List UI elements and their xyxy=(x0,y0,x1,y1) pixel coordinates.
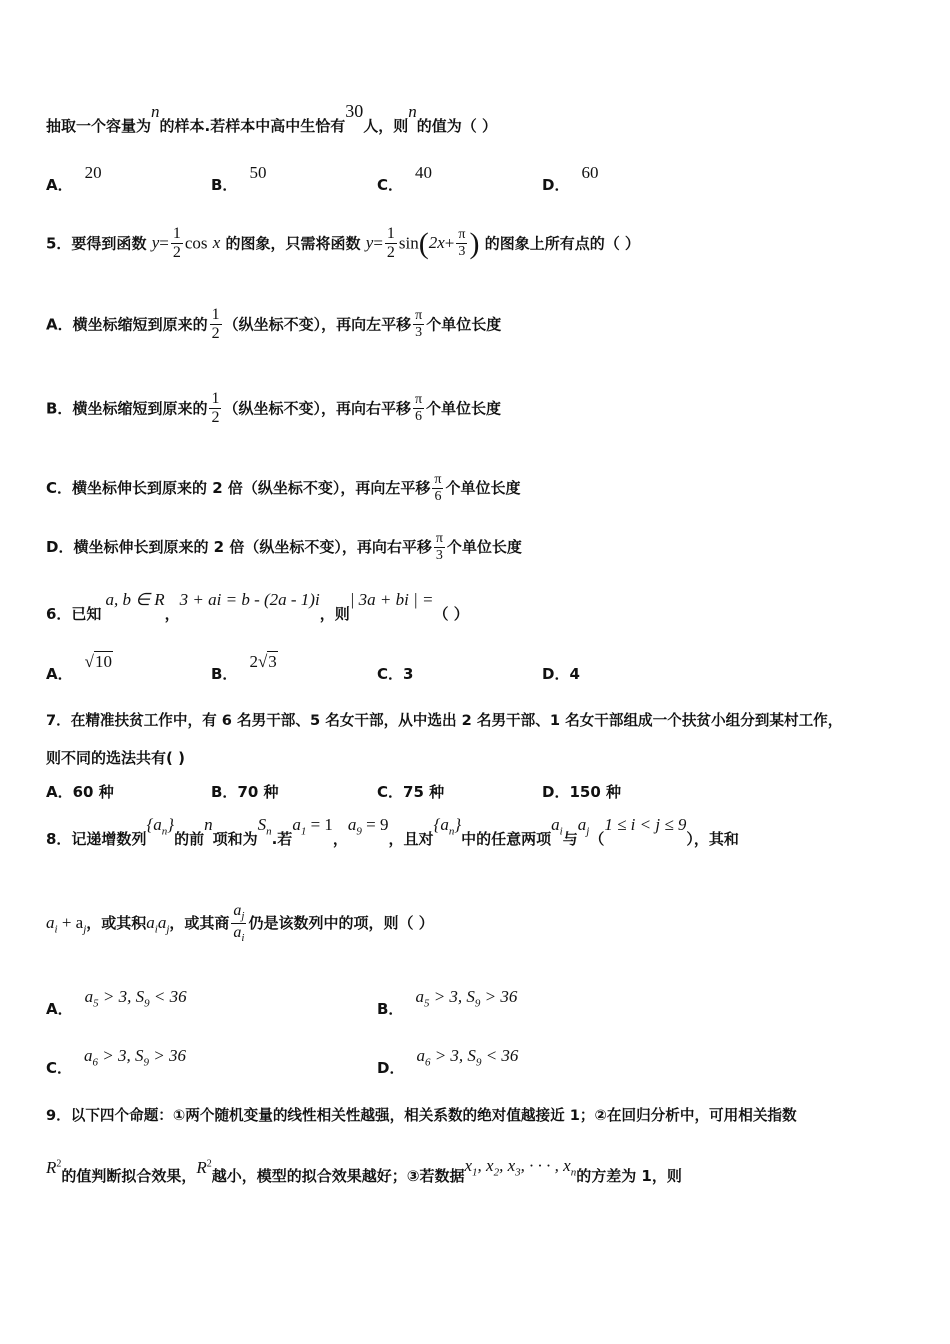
a-sub: j xyxy=(586,825,590,838)
q5-text-1: 5．要得到函数 xyxy=(46,234,147,253)
frac-den: 2 xyxy=(172,244,181,262)
seq-close: } xyxy=(167,815,175,834)
q8-option-d xyxy=(377,1046,519,1080)
option-label: B． xyxy=(211,783,238,801)
q5-eq: = xyxy=(159,233,169,253)
q8-a9 xyxy=(347,815,389,838)
q5-frac-half xyxy=(171,225,183,263)
sqrt-radicand: 3 xyxy=(268,652,277,671)
q7-option-b xyxy=(211,781,279,802)
frac-den: 3 xyxy=(458,244,466,260)
q8-sum xyxy=(46,912,87,936)
frac-den: 2 xyxy=(211,409,220,427)
option-label: C． xyxy=(377,176,404,194)
q5-option-a xyxy=(46,306,501,344)
q8-text-4: .若 xyxy=(271,830,293,848)
q8-aj xyxy=(577,815,590,838)
q6-abs: | 3a + bi | = xyxy=(349,590,434,609)
frac-den xyxy=(231,924,246,945)
rel1: > 3, S xyxy=(430,1046,476,1065)
q5-stem xyxy=(46,225,640,263)
q4-text-2: 的样本.若样本中高中生恰有 xyxy=(159,117,346,135)
q5-inner: 2x xyxy=(428,233,445,253)
option-label: B． xyxy=(211,665,238,683)
q8-text-12: ，或其商 xyxy=(169,913,230,932)
option-label: C． xyxy=(377,783,404,801)
option-label: B． xyxy=(377,1000,404,1018)
q8-text-11: ，或其积 xyxy=(86,913,147,932)
q6-option-d xyxy=(542,663,580,684)
q4-option-a xyxy=(46,163,102,195)
option-value: 60 xyxy=(581,163,599,182)
frac-num: π xyxy=(413,392,424,409)
rel2: > 36 xyxy=(149,1046,186,1065)
s-sub: 9 xyxy=(475,1056,482,1069)
a-sub: i xyxy=(54,923,58,936)
frac-den: 2 xyxy=(386,244,395,262)
a: a xyxy=(292,815,301,834)
a-val: = 9 xyxy=(361,815,389,834)
q5-y2: y xyxy=(365,233,374,253)
seq-close: } xyxy=(454,815,462,834)
option-value: 150 种 xyxy=(569,783,621,801)
q5-plus: + xyxy=(444,233,455,253)
rel2: > 36 xyxy=(480,987,518,1006)
q4-var-n2: n xyxy=(408,102,417,121)
q8-product xyxy=(146,912,170,936)
q4-text-1: 抽取一个容量为 xyxy=(46,117,152,135)
q4-text-4: 的值为（ ） xyxy=(416,117,497,135)
q7-option-a xyxy=(46,781,114,802)
option-text-2: （纵坐标不变），再向右平移 xyxy=(223,399,411,418)
frac-num: π xyxy=(413,308,424,325)
option-value: $a_6 > 3$, $S_9 > 36$ xyxy=(84,1046,186,1069)
option-value: 75 种 xyxy=(403,783,445,801)
option-label: A． xyxy=(46,783,73,801)
s-sub: n xyxy=(266,825,272,838)
q8-text-9: （ xyxy=(589,830,605,848)
r: R xyxy=(46,1158,57,1177)
q4-option-c xyxy=(377,163,433,195)
a-sub: 6 xyxy=(424,1056,431,1069)
q8-option-c xyxy=(46,1046,186,1080)
q8-text-5: ， xyxy=(332,830,348,848)
q9-line-2 xyxy=(46,1156,682,1188)
option-text-3: 个单位长度 xyxy=(426,315,502,334)
option-frac-pi xyxy=(413,392,424,425)
a: a xyxy=(347,815,357,834)
q6-text-2: ，则 xyxy=(319,605,350,623)
option-value: 50 xyxy=(249,163,267,182)
option-text-3: 个单位长度 xyxy=(446,538,522,557)
q6-text-1: 6．已知 xyxy=(46,605,102,623)
s-sub: 9 xyxy=(143,1056,149,1069)
q8-sn xyxy=(257,815,272,838)
option-text-3: 个单位长度 xyxy=(445,479,521,498)
a-sub: 5 xyxy=(93,997,99,1010)
option-value: √10 xyxy=(84,652,112,671)
q9-line-1: 9．以下四个命题：①两个随机变量的线性相关性越强，相关系数的绝对值越接近 1；②在回归分析中，可用相关指数 xyxy=(46,1107,797,1124)
a: a xyxy=(551,815,560,834)
option-text-2: （纵坐标不变），再向左平移 xyxy=(223,315,412,334)
option-text-1: 横坐标伸长到原来的 2 倍（纵坐标不变），再向右平移 xyxy=(73,538,432,557)
q5-option-d xyxy=(46,531,522,564)
q5-text-2: 的图象，只需将函数 xyxy=(225,234,361,253)
a-val: = 1 xyxy=(306,815,333,834)
q9-r2: $R^2$ xyxy=(46,1158,62,1177)
q8-n: n xyxy=(204,815,213,834)
a: a xyxy=(577,815,587,834)
option-label: D． xyxy=(542,176,570,194)
q8-text-10: ），其和 xyxy=(686,830,739,848)
option-label: D． xyxy=(542,783,570,801)
frac-num: 1 xyxy=(171,225,183,244)
a-sub: 1 xyxy=(300,825,307,838)
q5-x: x xyxy=(212,233,221,253)
rel1: > 3, S xyxy=(429,987,475,1006)
q6-option-a xyxy=(46,652,113,684)
coef: 2 xyxy=(249,652,258,671)
q9-text-2: 越小，模型的拟合效果越好；③若数据 xyxy=(211,1167,465,1185)
option-label: A． xyxy=(46,1000,73,1018)
seq-open: {a xyxy=(433,815,449,834)
frac-num: π xyxy=(434,531,445,548)
q5-frac-pi3 xyxy=(456,227,467,260)
q4-text-3: 人，则 xyxy=(363,117,409,135)
q9-text-3: 的方差为 1，则 xyxy=(576,1167,682,1185)
option-label: A． xyxy=(46,176,73,194)
frac-den: 3 xyxy=(415,325,423,341)
option-value: $a_6 > 3$, $S_9 < 36$ xyxy=(416,1046,519,1069)
q8-seq-2 xyxy=(433,815,462,838)
q6-text-3: （ ） xyxy=(433,605,469,623)
q5-option-c xyxy=(46,472,521,505)
q4-option-b xyxy=(211,163,267,195)
q4-value-30: 30 xyxy=(345,101,364,121)
q5-frac-half-2 xyxy=(385,225,397,263)
a-sub: 6 xyxy=(92,1056,99,1069)
a-sub: j xyxy=(166,923,170,936)
q6-set: a, b ∈ R xyxy=(105,590,165,609)
rel1: > 3, S xyxy=(98,1046,144,1065)
q7-option-d xyxy=(542,781,621,802)
a-sub: i xyxy=(154,923,158,936)
frac-den: 6 xyxy=(434,489,442,505)
q8-quotient xyxy=(231,902,246,945)
q4-stem xyxy=(46,101,497,136)
option-value: 40 xyxy=(415,163,433,182)
a: a xyxy=(146,912,155,932)
q8-ai xyxy=(551,815,563,838)
frac-num: 1 xyxy=(210,306,222,325)
q5-eq2: = xyxy=(373,233,383,253)
q6-option-b xyxy=(211,652,278,684)
option-value: $a_5 > 3$, $S_9 > 36$ xyxy=(415,987,518,1010)
option-label: D． xyxy=(46,538,74,557)
a-sub: i xyxy=(241,932,245,945)
option-label: C． xyxy=(46,1059,73,1077)
option-text-1: 横坐标伸长到原来的 2 倍（纵坐标不变），再向左平移 xyxy=(72,479,431,498)
plus-a: + a xyxy=(57,912,84,932)
frac-num: π xyxy=(432,472,443,489)
frac-num xyxy=(231,902,246,924)
a-sub: 5 xyxy=(423,997,430,1010)
frac-num: 1 xyxy=(385,225,397,244)
q8-seq xyxy=(146,815,175,838)
a-sub: j xyxy=(241,910,245,923)
r: R xyxy=(196,1158,207,1177)
a: a xyxy=(233,902,242,919)
seq-open: {a xyxy=(146,815,162,834)
option-value: 3 xyxy=(403,665,414,683)
option-value: $a_5 > 3$, $S_9 < 36$ xyxy=(84,987,187,1010)
option-frac xyxy=(209,390,221,428)
option-frac-pi xyxy=(413,308,424,341)
s: S xyxy=(257,815,267,834)
q7-line-2: 则不同的选法共有( ) xyxy=(46,749,185,767)
q8-stem-2 xyxy=(46,902,434,945)
q8-text-7: 中的任意两项 xyxy=(461,830,552,848)
q8-text-1: 8．记递增数列 xyxy=(46,830,147,848)
q5-text-3: 的图象上所有点的（ ） xyxy=(484,234,640,253)
q8-option-b xyxy=(377,987,518,1021)
option-value: 4 xyxy=(569,665,580,683)
q5-rparen: ) xyxy=(469,226,480,260)
q9-text-1: 的值判断拟合效果， xyxy=(61,1167,197,1185)
q5-lparen: ( xyxy=(418,226,429,260)
seq-sub: n xyxy=(161,825,168,838)
option-label: A． xyxy=(46,665,73,683)
frac-den: 3 xyxy=(435,548,443,564)
q6-stem xyxy=(46,590,469,624)
q4-option-d xyxy=(542,163,599,195)
option-frac xyxy=(210,306,222,344)
q8-option-a xyxy=(46,987,187,1021)
option-frac-pi xyxy=(434,531,445,564)
q9-r2-2: $R^2$ xyxy=(196,1158,212,1177)
option-value: 70 种 xyxy=(237,783,279,801)
q5-option-b xyxy=(46,390,501,428)
q7-line-1: 7．在精准扶贫工作中，有 6 名男干部、5 名女干部，从中选出 2 名男干部、1 名女干部组成一个扶贫小组分到某村工作， xyxy=(46,712,843,729)
a-sub: i xyxy=(559,825,563,838)
q5-cos: cos xyxy=(184,233,208,253)
frac-den: 2 xyxy=(211,325,220,343)
q9-data-list: $x_1$, $x_2$, $x_3$, · · · , $x_n$ xyxy=(464,1156,577,1179)
s-sub: 9 xyxy=(474,997,481,1010)
q4-var-n: n xyxy=(151,102,160,121)
option-text-1: 横坐标缩短到原来的 xyxy=(72,315,208,334)
option-value: 2√3 xyxy=(249,652,277,671)
option-label: D． xyxy=(377,1059,405,1077)
a: a xyxy=(46,912,55,932)
a: a xyxy=(233,923,242,941)
option-label: A． xyxy=(46,315,73,334)
frac-den: 6 xyxy=(415,409,422,425)
option-label: D． xyxy=(542,665,570,683)
q8-range: 1 ≤ i < j ≤ 9 xyxy=(604,815,687,834)
rel1: > 3, S xyxy=(98,987,145,1006)
frac-num: 1 xyxy=(209,390,221,409)
option-value: 60 种 xyxy=(72,783,114,801)
sqrt-radicand: 10 xyxy=(94,652,112,671)
q6-option-c xyxy=(377,663,413,684)
seq-sub: n xyxy=(448,825,455,838)
option-label: B． xyxy=(211,176,238,194)
q6-equation: 3 + ai = b - (2a - 1)i xyxy=(179,590,320,609)
q8-a1 xyxy=(292,815,333,838)
q8-text-13: 仍是该数列中的项，则（ ） xyxy=(248,913,434,932)
rel2: < 36 xyxy=(149,987,187,1006)
q8-text-3: 项和为 xyxy=(212,830,258,848)
option-label: C． xyxy=(46,479,73,498)
q5-y: y xyxy=(151,233,160,253)
q8-text-8: 与 xyxy=(562,830,578,848)
option-value: 20 xyxy=(84,163,102,182)
a: a xyxy=(157,912,167,932)
option-label: C． xyxy=(377,665,404,683)
a-sub: 9 xyxy=(356,825,362,838)
rel2: < 36 xyxy=(481,1046,519,1065)
option-label: B． xyxy=(46,399,73,418)
a-sub: j xyxy=(83,923,87,936)
option-text-1: 横坐标缩短到原来的 xyxy=(72,399,208,418)
q8-text-2: 的前 xyxy=(174,830,205,848)
q6-comma: ， xyxy=(164,605,180,623)
q7-option-c xyxy=(377,781,444,802)
q5-sin: sin xyxy=(398,233,419,253)
option-text-3: 个单位长度 xyxy=(426,399,502,418)
q8-text-6: ，且对 xyxy=(388,830,434,848)
frac-num: π xyxy=(456,227,467,244)
option-frac-pi xyxy=(432,472,443,505)
s-sub: 9 xyxy=(144,997,150,1010)
